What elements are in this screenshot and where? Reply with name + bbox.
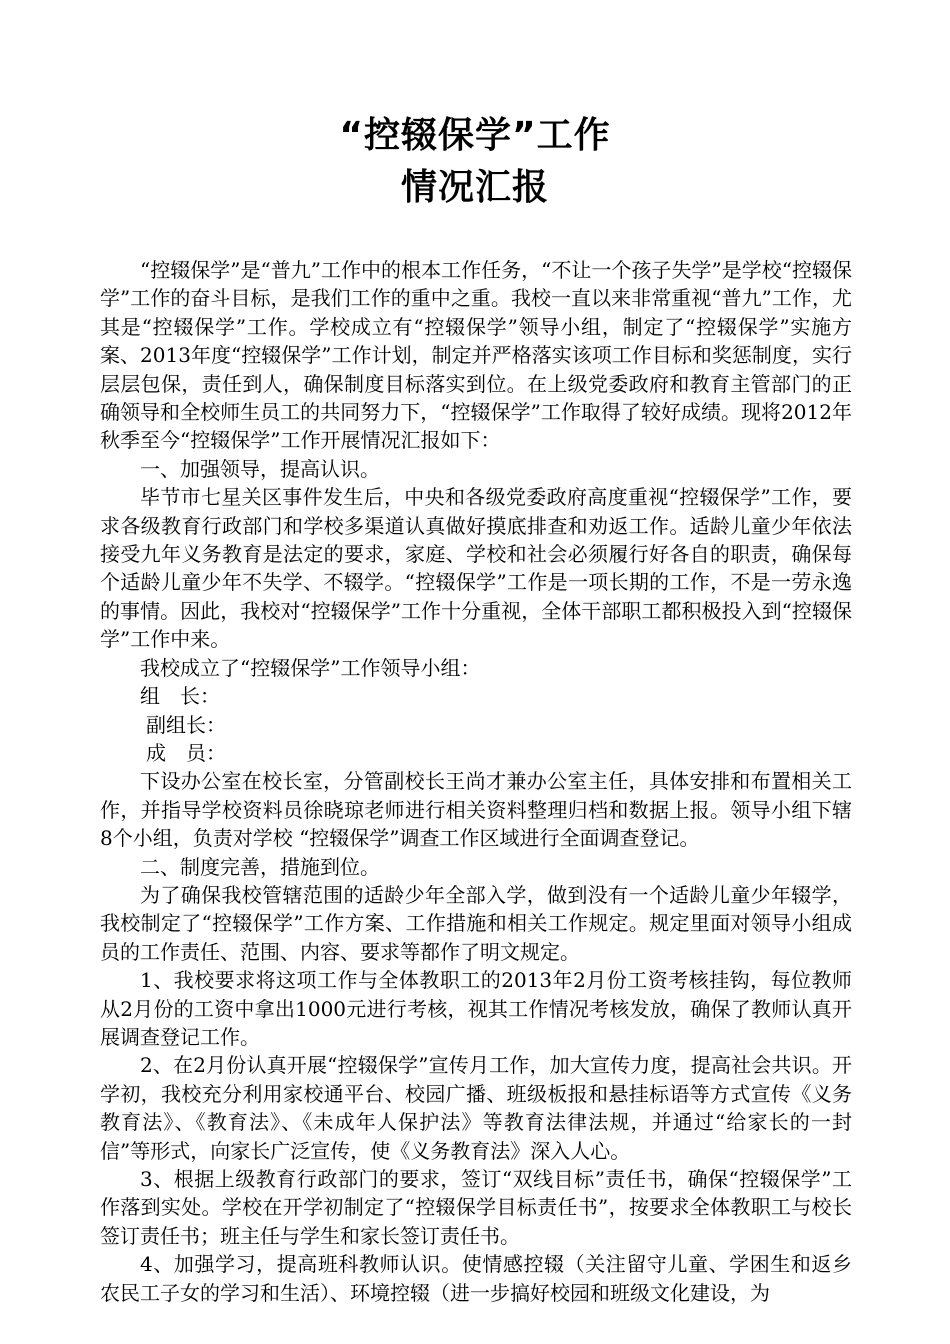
numbered-item-4: 4、加强学习，提高班科教师认识。使情感控辍（关注留守儿童、学困生和返乡农民工子女的学习和生活）、环境控辍（进一步搞好校园和班级文化建设，为 [100,1252,852,1305]
numbered-item-1: 1、我校要求将这项工作与全体教职工的2013年2月份工资考核挂钩，每位教师从2月份的工资中拿出1000元进行考核，视其工作情况考核发放，确保了教师认真开展调查登记工作。 [100,968,852,1049]
document-title-line-1: “控辍保学”工作 [339,115,611,156]
list-item-members: 成 员： [146,740,226,765]
numbered-item-3: 3、根据上级教育行政部门的要求，签订“双线目标”责任书，确保“控辍保学”工作落到实处。学校在开学初制定了“控辍保学目标责任书”，按要求全体教职工与校长签订责任书；班主任与学生和家长签订责任书。 [100,1167,852,1248]
paragraph: 为了确保我校管辖范围的适龄少年全部入学，做到没有一个适龄儿童少年辍学，我校制定了“控辍保学”工作方案、工作措施和相关工作规定。规定里面对领导小组成员的工作责任、范围、内容、要求等都作了明文规定。 [100,882,852,964]
section-heading-1: 一、加强领导，提高认识。 [140,456,380,481]
document-title-line-2: 情况汇报 [400,167,549,208]
list-item-deputy-leader: 副组长： [146,712,226,737]
document-body [100,256,852,1307]
paragraph-intro: “控辍保学”是“普九”工作中的根本工作任务，“不让一个孩子失学”是学校“控辍保学”工作的奋斗目标，是我们工作的重中之重。我校一直以来非常重视“普九”工作，尤其是“控辍保学”工作。学校成立有“控辍保学”领导小组，制定了“控辍保学”实施方案、2013年度“控辍保学”工作计划，制定并严格落实该项工作目标和奖惩制度，实行层层包保，责任到人，确保制度目标落实到位。在上级党委政府和教育主管部门的正确领导和全校师生员工的共同努力下，“控辍保学”工作取得了较好成绩。现将2012年秋季至今“控辍保学”工作开展情况汇报如下： [100,258,852,453]
paragraph: 下设办公室在校长室，分管副校长王尚才兼办公室主任，具体安排和布置相关工作，并指导学校资料员徐晓琼老师进行相关资料整理归档和数据上报。领导小组下辖8个小组，负责对学校 “控辍保学”调查工作区域进行全面调查登记。 [100,769,852,851]
numbered-item-2: 2、在2月份认真开展“控辍保学”宣传月工作，加大宣传力度，提高社会共识。开学初，我校充分利用家校通平台、校园广播、班级板报和悬挂标语等方式宣传《义务教育法》、《教育法》、《未成年人保护法》等教育法律法规，并通过“给家长的一封信”等形式，向家长广泛宣传，使《义务教育法》深入人心。 [100,1053,852,1163]
section-heading-2: 二、制度完善，措施到位。 [140,854,380,879]
paragraph: 我校成立了“控辍保学”工作领导小组： [140,655,481,680]
paragraph: 毕节市七星关区事件发生后，中央和各级党委政府高度重视“控辍保学”工作，要求各级教育行政部门和学校多渠道认真做好摸底排查和劝返工作。适龄儿童少年依法接受九年义务教育是法定的要求，家庭、学校和社会必须履行好各自的职责，确保每个适龄儿童少年不失学、不辍学。“控辍保学”工作是一项长期的工作，不是一劳永逸的事情。因此，我校对“控辍保学”工作十分重视，全体干部职工都积极投入到“控辍保学”工作中来。 [100,485,852,652]
list-item-group-leader: 组 长： [140,684,220,709]
